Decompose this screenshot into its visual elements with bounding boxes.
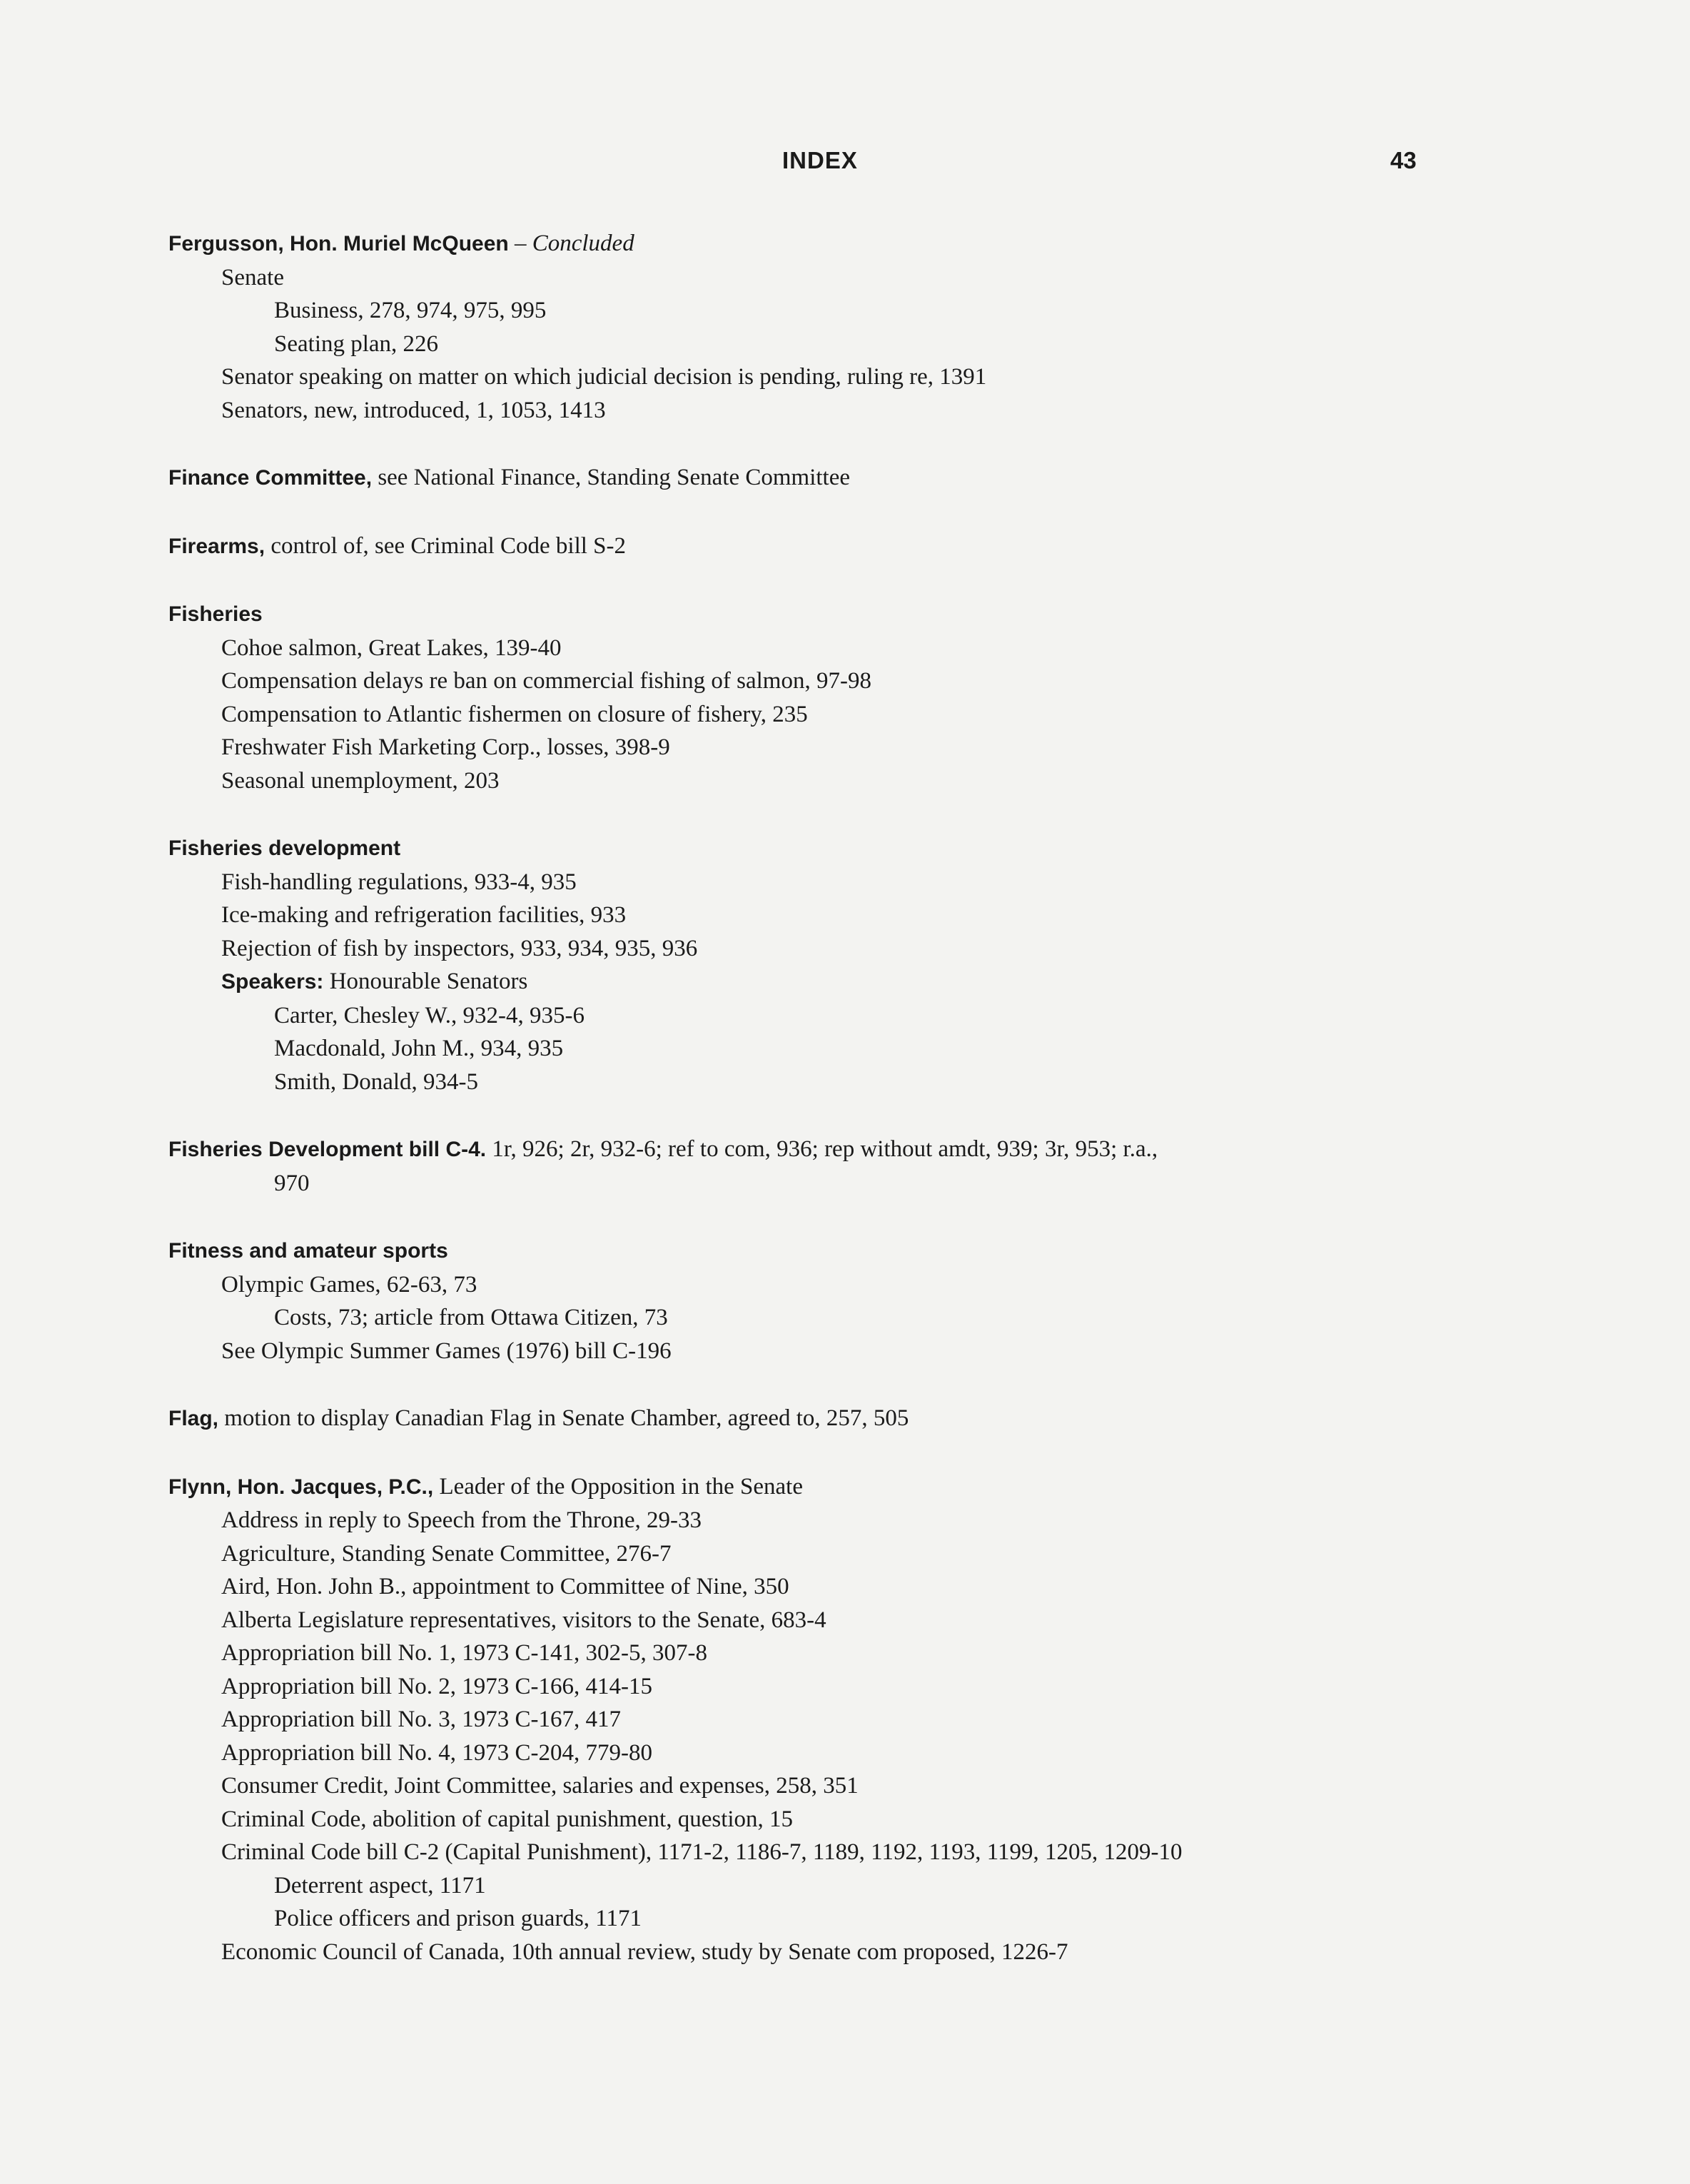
subentry-text: Compensation to Atlantic fishermen on closure of fishery, 235	[221, 701, 808, 727]
subentry-text: Rejection of fish by inspectors, 933, 934, 935, 936	[221, 935, 698, 961]
subentry	[168, 731, 1524, 764]
index-entry	[168, 831, 1524, 1098]
index-entry	[168, 461, 1524, 495]
subentry	[168, 899, 1524, 932]
entry-heading-text: control of, see Criminal Code bill S-2	[265, 532, 627, 559]
index-entry	[168, 530, 1524, 564]
subentry-text: Senator speaking on matter on which judicial decision is pending, ruling re, 1391	[221, 364, 987, 390]
subentry-text: Ice-making and refrigeration facilities, 933	[221, 902, 627, 928]
subentry	[168, 1670, 1524, 1704]
entry-heading-line	[168, 831, 1524, 866]
index-entry	[168, 1234, 1524, 1367]
subentry-text: Honourable Senators	[323, 969, 528, 994]
subentry	[168, 1769, 1524, 1803]
speakers-label: Speakers:	[221, 970, 324, 994]
subentry	[168, 1335, 1524, 1368]
entry-heading: Firearms,	[168, 534, 265, 558]
subentry-text: Criminal Code, abolition of capital punishment, question, 15	[221, 1806, 794, 1832]
entry-heading-line	[168, 530, 1524, 564]
subentry-text: Fish-handling regulations, 933-4, 935	[221, 869, 577, 895]
entry-heading: Flag,	[168, 1407, 219, 1430]
subentry	[168, 1836, 1524, 1869]
subentry	[168, 261, 1524, 295]
subentry-text: Macdonald, John M., 934, 935	[274, 1036, 564, 1061]
subentry-text: Compensation delays re ban on commercial fishing of salmon, 97-98	[221, 668, 871, 694]
subentry	[168, 1703, 1524, 1736]
subentry-text: Carter, Chesley W., 932-4, 935-6	[274, 1002, 585, 1028]
subentry	[168, 1537, 1524, 1571]
subentry	[168, 698, 1524, 732]
sub-subentry	[168, 1301, 1524, 1335]
subentry	[168, 1570, 1524, 1604]
subentry-text: Economic Council of Canada, 10th annual review, study by Senate com proposed, 1226-7	[221, 1938, 1068, 1965]
subentry-text: Cohoe salmon, Great Lakes, 139-40	[221, 635, 562, 661]
sub-subentry	[168, 999, 1524, 1033]
page-header	[0, 147, 1690, 183]
subentry	[168, 1736, 1524, 1770]
subentry	[168, 932, 1524, 966]
page-number: 43	[1390, 147, 1417, 173]
subentry-text: Deterrent aspect, 1171	[274, 1872, 486, 1899]
subentry	[168, 1504, 1524, 1537]
running-head: INDEX	[782, 147, 858, 173]
subentry-text: Aird, Hon. John B., appointment to Committee of Nine, 350	[221, 1574, 789, 1599]
subentry	[168, 632, 1524, 665]
index-entry	[168, 227, 1524, 427]
subentry	[168, 866, 1524, 899]
sub-subentry	[168, 1167, 1524, 1200]
index-entry	[168, 1402, 1524, 1436]
subentry	[168, 1803, 1524, 1836]
subentry-text: Seating plan, 226	[274, 330, 439, 357]
subentry-text: Agriculture, Standing Senate Committee, 276-7	[221, 1540, 672, 1567]
subentry-text: See Olympic Summer Games (1976) bill C-196	[221, 1338, 672, 1364]
entry-heading-line	[168, 1234, 1524, 1268]
subentry	[168, 1268, 1524, 1302]
subentry	[168, 1936, 1524, 1969]
subentry	[168, 764, 1524, 798]
subentry-text: Appropriation bill No. 3, 1973 C-167, 417	[221, 1707, 622, 1732]
entry-heading-text: –	[508, 231, 532, 256]
subentry-text: Smith, Donald, 934-5	[274, 1068, 478, 1095]
sub-subentry	[168, 1902, 1524, 1936]
entry-heading-text: Leader of the Opposition in the Senate	[433, 1473, 803, 1500]
entry-heading-text: motion to display Canadian Flag in Senate Chamber, agreed to, 257, 505	[218, 1405, 909, 1431]
entry-heading-note: Concluded	[532, 231, 634, 256]
entry-heading: Fitness and amateur sports	[168, 1239, 448, 1263]
entry-heading-line	[168, 1470, 1524, 1505]
subentry-text: Senate	[221, 264, 284, 290]
subentry	[168, 1637, 1524, 1670]
index-body	[168, 227, 1524, 2003]
entry-heading: Fisheries development	[168, 836, 401, 860]
entry-heading-line	[168, 227, 1524, 261]
subentry-text: Freshwater Fish Marketing Corp., losses, 398-9	[221, 734, 670, 760]
entry-heading-text: 1r, 926; 2r, 932-6; ref to com, 936; rep without amdt, 939; 3r, 953; r.a.,	[486, 1136, 1158, 1162]
subentry-text: Address in reply to Speech from the Throne, 29-33	[221, 1507, 702, 1533]
subentry-text: Consumer Credit, Joint Committee, salaries and expenses, 258, 351	[221, 1773, 859, 1799]
subentry-text: Appropriation bill No. 4, 1973 C-204, 779-80	[221, 1739, 653, 1766]
subentry-text: Business, 278, 974, 975, 995	[274, 298, 547, 323]
subentry	[168, 360, 1524, 394]
subentry-text: Costs, 73; article from Ottawa Citizen, 73	[274, 1305, 668, 1330]
sub-subentry	[168, 1032, 1524, 1066]
subentry-text: Criminal Code bill C-2 (Capital Punishment), 1171-2, 1186-7, 1189, 1192, 1193, 1199, 1205, 1209-10	[221, 1839, 1183, 1865]
subentry	[168, 965, 1524, 999]
entry-heading: Fisheries Development bill C-4.	[168, 1138, 487, 1161]
entry-heading: Fisheries	[168, 602, 263, 626]
entry-heading-line	[168, 1133, 1524, 1167]
subentry-text: Seasonal unemployment, 203	[221, 767, 500, 794]
index-entry	[168, 1470, 1524, 1969]
subentry-text: Appropriation bill No. 1, 1973 C-141, 302-5, 307-8	[221, 1640, 708, 1666]
subentry-text: 970	[274, 1170, 310, 1196]
entry-heading-line	[168, 597, 1524, 632]
sub-subentry	[168, 1066, 1524, 1099]
entry-heading: Fergusson, Hon. Muriel McQueen	[168, 232, 509, 256]
entry-heading-line	[168, 1402, 1524, 1436]
index-entry	[168, 597, 1524, 797]
entry-heading-text: see National Finance, Standing Senate Committee	[372, 465, 850, 490]
subentry-text: Senators, new, introduced, 1, 1053, 1413	[221, 397, 606, 423]
sub-subentry	[168, 1869, 1524, 1903]
subentry-text: Police officers and prison guards, 1171	[274, 1906, 642, 1931]
subentry-text: Alberta Legislature representatives, visitors to the Senate, 683-4	[221, 1607, 826, 1633]
entry-heading: Finance Committee,	[168, 466, 373, 490]
subentry-text: Olympic Games, 62-63, 73	[221, 1271, 477, 1298]
sub-subentry	[168, 328, 1524, 361]
subentry-text: Appropriation bill No. 2, 1973 C-166, 414-15	[221, 1673, 653, 1699]
sub-subentry	[168, 294, 1524, 328]
entry-heading-line	[168, 461, 1524, 495]
subentry	[168, 664, 1524, 698]
subentry	[168, 1604, 1524, 1637]
subentry	[168, 394, 1524, 428]
entry-heading: Flynn, Hon. Jacques, P.C.,	[168, 1475, 434, 1499]
index-entry	[168, 1133, 1524, 1200]
